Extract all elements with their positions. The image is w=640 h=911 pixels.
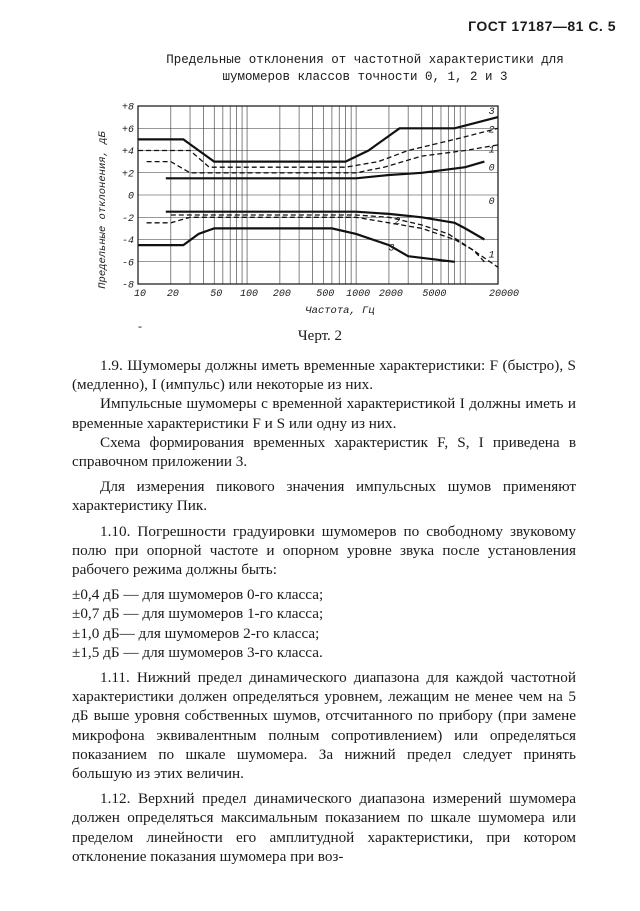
y-axis-title: Предельные отклонения, дБ (97, 131, 109, 289)
series-number-label: 1 (488, 145, 495, 157)
paragraph: Для измерения пикового значения импульсных шумов применяют характеристику Пик. (72, 478, 576, 515)
page-header: ГОСТ 17187—81 С. 5 (468, 18, 616, 34)
figure-label: Черт. 2 (297, 328, 343, 344)
y-tick-label: 0 (127, 191, 134, 203)
series-number-label: 3 (488, 106, 495, 118)
y-tick-label: +2 (121, 169, 134, 181)
y-tick-label: -8 (121, 280, 134, 292)
paragraph: 1.11. Нижний предел динамического диапазона для каждой частотной характеристики должен определяться уровнем, лежащим не менее чем на 5 дБ выше уровня собственных шумов, отсчитанного по прибору (при замене микрофона эквивалентным полным сопротивлением) или определяться показанием по шкале шумомера. За нижний предел следует принять большую из этих величин. (72, 669, 576, 783)
series-line (166, 162, 485, 179)
body-text (72, 356, 576, 866)
x-tick-label: 20000 (488, 289, 520, 300)
series-line (138, 228, 455, 261)
y-tick-label: -2 (121, 213, 134, 225)
series-number-label: 0 (488, 196, 495, 208)
series-number-label: 2 (488, 125, 495, 137)
chart-series (138, 117, 498, 267)
paragraph: Схема формирования временных характеристик F, S, I приведена в справочном приложении 3. (72, 433, 576, 471)
frequency-tolerance-chart (90, 98, 520, 316)
series-number-label: 0 (488, 163, 495, 175)
figure-caption (150, 52, 580, 86)
caption-line-1: Предельные отклонения от частотной характеристики для (166, 53, 564, 67)
y-tick-label: +6 (121, 124, 134, 136)
paragraph: 1.12. Верхний предел динамического диапазона измерений шумомера должен определяться максимальным показанием по шкале шумомера или пределом линейности его амплитудной характеристики, при котором отклонение показания шумомера при воз- (72, 790, 576, 865)
x-tick-label: 1000 (346, 289, 371, 300)
chart-labels (122, 103, 519, 301)
series-number-label: 3 (388, 243, 395, 255)
y-tick-label: -4 (121, 236, 134, 247)
x-tick-label: 200 (272, 289, 291, 300)
x-tick-label: 500 (316, 289, 335, 300)
chart-grid (138, 106, 498, 284)
x-axis-title: Частота, Гц (305, 305, 375, 316)
x-tick-label: 20 (166, 289, 179, 300)
list-item: ±1,5 дБ — для шумомеров 3-го класса. (72, 643, 323, 661)
paragraph: 1.9. Шумомеры должны иметь временные характеристики: F (быстро), S (медленно), I (импульс) или некоторые из них. (72, 357, 576, 394)
y-tick-label: -6 (121, 258, 134, 270)
x-tick-label: 10 (133, 289, 147, 300)
y-tick-label: +4 (121, 147, 134, 158)
list-item: ±1,0 дБ— для шумомеров 2-го класса; (72, 624, 320, 642)
series-line (166, 212, 485, 240)
x-tick-label: 100 (240, 289, 259, 300)
x-tick-label: 5000 (422, 289, 447, 300)
paragraph: Импульсные шумомеры с временной характеристикой I должны иметь и временные характеристики F и S или одну из них. (72, 395, 576, 432)
x-tick-label: 2000 (378, 289, 403, 300)
x-tick-label: 50 (210, 289, 223, 300)
series-number-label: 2 (394, 216, 401, 228)
list-item: ±0,7 дБ — для шумомеров 1-го класса; (72, 605, 324, 623)
series-line (138, 117, 498, 162)
margin-mark: - (138, 319, 142, 333)
series-number-label: 1 (488, 250, 495, 262)
paragraph: 1.10. Погрешности градуировки шумомеров по свободному звуковому полю при опорной частоте и опорном уровне звука после установления рабочего режима должны быть: (72, 522, 576, 579)
caption-line-2: шумомеров классов точности 0, 1, 2 и 3 (222, 70, 508, 84)
list-item: ±0,4 дБ — для шумомеров 0-го класса; (72, 586, 324, 604)
y-tick-label: +8 (121, 102, 134, 114)
